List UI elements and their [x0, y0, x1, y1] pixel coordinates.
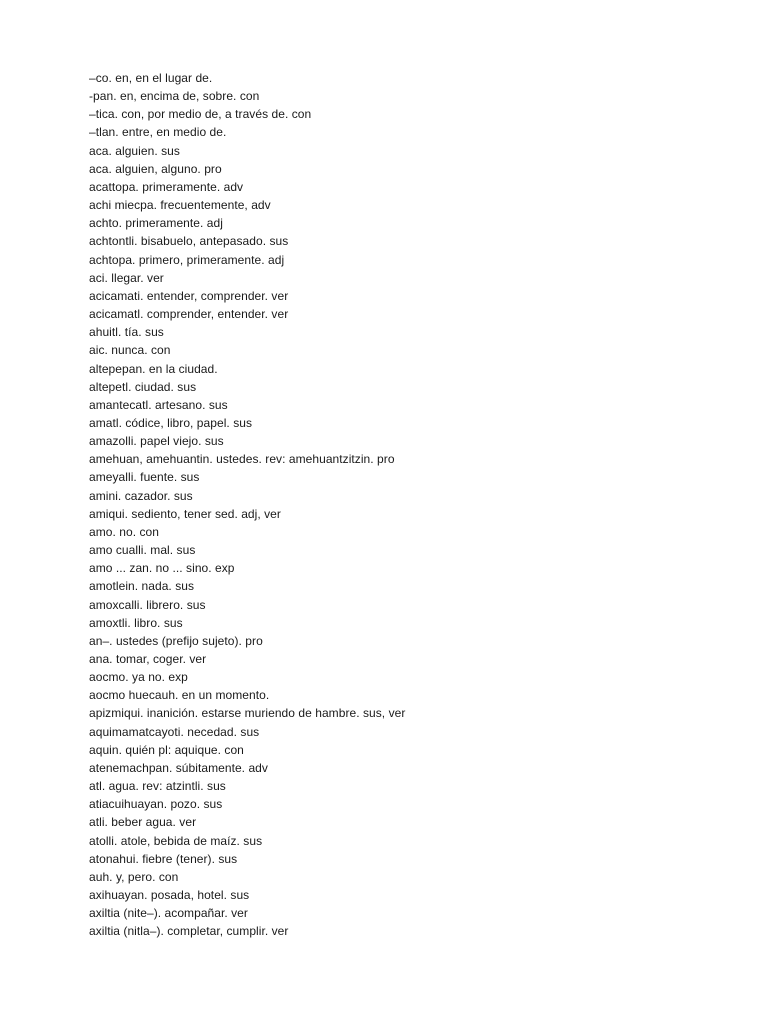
glossary-entry: –co. en, en el lugar de.	[89, 71, 213, 85]
glossary-entry: atonahui. fiebre (tener). sus	[89, 851, 238, 866]
glossary-entry: altepetl. ciudad. sus	[89, 379, 197, 394]
glossary-entry: -pan. en, encima de, sobre. con	[89, 89, 260, 104]
glossary-entry: acicamatl. comprender, entender. ver	[89, 307, 289, 322]
glossary-entry: axiltia (nitla–). completar, cumplir. ver	[89, 924, 289, 939]
glossary-entry: amehuan, amehuantin. ustedes. rev: amehuantzitzin. pro	[89, 452, 395, 467]
glossary-entry: amo. no. con	[89, 524, 159, 539]
glossary-entry: ameyalli. fuente. sus	[89, 470, 200, 485]
glossary-list	[89, 69, 405, 941]
glossary-entry: achtopa. primero, primeramente. adj	[89, 252, 285, 267]
glossary-entry: amiqui. sediento, tener sed. adj, ver	[89, 506, 281, 521]
glossary-entry: acattopa. primeramente. adv	[89, 179, 244, 194]
glossary-entry: aci. llegar. ver	[89, 270, 164, 285]
glossary-entry: altepepan. en la ciudad.	[89, 361, 218, 376]
glossary-entry: amo cualli. mal. sus	[89, 543, 196, 558]
glossary-entry: achi miecpa. frecuentemente, adv	[89, 198, 271, 213]
glossary-entry: apizmiqui. inanición. estarse muriendo de hambre. sus, ver	[89, 706, 406, 721]
glossary-entry: amoxcalli. librero. sus	[89, 597, 206, 612]
glossary-entry: amatl. códice, libro, papel. sus	[89, 415, 253, 430]
glossary-entry: atolli. atole, bebida de maíz. sus	[89, 833, 263, 848]
glossary-entry: ahuitl. tía. sus	[89, 325, 164, 340]
glossary-entry: axiltia (nite–). acompañar. ver	[89, 906, 248, 921]
glossary-entry: amantecatl. artesano. sus	[89, 397, 228, 412]
glossary-entry: axihuayan. posada, hotel. sus	[89, 888, 250, 903]
glossary-entry: aquin. quién pl: aquique. con	[89, 742, 244, 757]
glossary-entry: atiacuihuayan. pozo. sus	[89, 797, 223, 812]
glossary-entry: amotlein. nada. sus	[89, 579, 195, 594]
glossary-entry: amini. cazador. sus	[89, 488, 193, 503]
glossary-entry: atl. agua. rev: atzintli. sus	[89, 779, 226, 794]
glossary-entry: atenemachpan. súbitamente. adv	[89, 760, 268, 775]
glossary-entry: –tica. con, por medio de, a través de. con	[89, 107, 312, 122]
glossary-entry: aca. alguien, alguno. pro	[89, 161, 222, 176]
glossary-entry: an–. ustedes (prefijo sujeto). pro	[89, 633, 263, 648]
glossary-entry: aocmo huecauh. en un momento.	[89, 688, 270, 703]
glossary-entry: aocmo. ya no. exp	[89, 670, 188, 685]
glossary-entry: aic. nunca. con	[89, 343, 171, 358]
glossary-entry: amazolli. papel viejo. sus	[89, 434, 224, 449]
glossary-entry: achto. primeramente. adj	[89, 216, 223, 231]
glossary-entry: ana. tomar, coger. ver	[89, 652, 207, 666]
glossary-entry: atli. beber agua. ver	[89, 815, 197, 830]
glossary-entry: amoxtli. libro. sus	[89, 615, 183, 630]
glossary-entry: auh. y, pero. con	[89, 869, 179, 884]
glossary-entry: acicamati. entender, comprender. ver	[89, 288, 289, 303]
glossary-entry: achtontli. bisabuelo, antepasado. sus	[89, 234, 289, 249]
glossary-entry: –tlan. entre, en medio de.	[89, 125, 227, 140]
glossary-entry: aca. alguien. sus	[89, 143, 180, 158]
glossary-entry: aquimamatcayoti. necedad. sus	[89, 724, 260, 739]
glossary-entry: amo ... zan. no ... sino. exp	[89, 561, 235, 576]
